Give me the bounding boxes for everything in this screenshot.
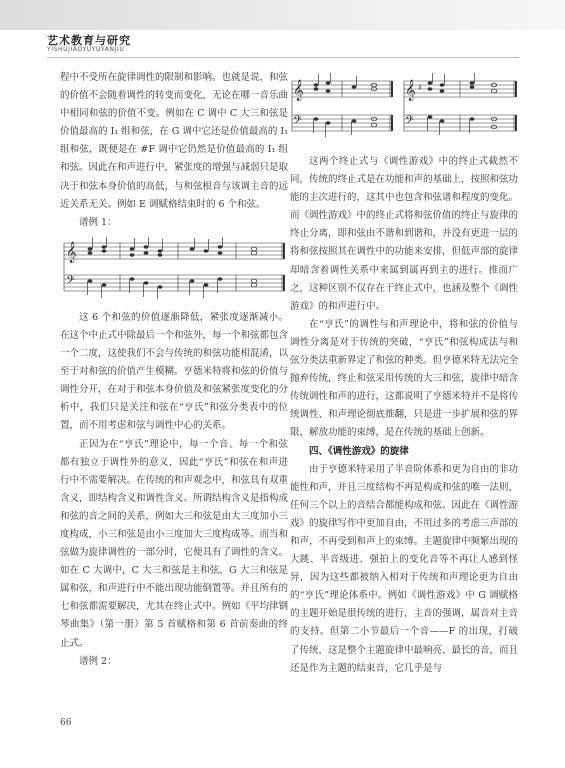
music-example-2-part-b — [402, 71, 518, 143]
example-1-label: 谱例 1： — [79, 216, 117, 228]
journal-header — [0, 0, 565, 58]
svg-text:𝄢: 𝄢 — [405, 114, 415, 130]
svg-text:𝄢: 𝄢 — [293, 114, 303, 130]
page-number: 66 — [60, 718, 72, 728]
svg-text:𝄢: 𝄢 — [66, 273, 76, 290]
right-paragraph-3: 由于亨德米特采用了半音阶体系和更为自由的非功能性和声，并且三度结构不再是构成和弦的唯一法则，任何三个以上的音结合都能构成和弦。因此在《调性游戏》的旋律写作中更加自由，不用过多的考虑三声部的和声，不再受到和声上的束缚。主题旋律中频繁出现的大跳、半音级进、强拍上的变化音等不再让人感到怪异，因为这些都被纳入相对于传统和声理论更为自由的“亨氏”理论体系中。例如《调性游戏》中 G 调赋格的主题开始是很传统的进行，主音的强调，属音对主音的支持。但第二小节最后一个音——F 的出现，打破了传统，这是整个主题旋律中最响亮、最长的音，而且还是作为主题的结束音，它几乎是与 — [290, 463, 519, 674]
svg-text:♯: ♯ — [418, 83, 422, 92]
music-example-2 — [290, 71, 518, 143]
header-rule — [47, 57, 519, 58]
svg-text:𝄞: 𝄞 — [405, 80, 416, 101]
right-paragraph-2: 在“亨氏”的调性与和声理论中，将和弦的价值与调性分离是对于传统的突破，“亨氏”和弦构成法与和弦分类法重新界定了和弦的种类。但亨德米特无法完全抛弃传统，终止和弦采用传统的大三和弦，旋律中暗含传统调性和声的进行，这都说明了亨德米特并不是将传统调性、和声理论彻底推翻，只是进一步扩展和弦的界限，解放功能的束缚，是在传统的基础上创新。 — [290, 318, 519, 439]
left-paragraph-1: 程中不受所在旋律调性的限制和影响。也就是说，和弦的价值不会随着调性的转变而变化，无论在哪一音乐曲中相同和弦的价值不变。例如在 C 调中 C 大三和弦是价值最高的 I₁ 组和弦，在 G 调中它还是价值最高的 I₁ 组和弦，既便是在 #F 调中它仍然是价值最高的 I₁ 组和弦。因此在和声进行中，紧张度的增强与减弱只是取决于和弦本身价值的高低，与和弦根音与该调主音的远近关系无关。例如 E 调赋格结束时的 6 个和弦。 — [60, 72, 289, 210]
header-band — [0, 0, 565, 30]
svg-text:𝄞: 𝄞 — [293, 80, 304, 101]
right-column — [290, 69, 518, 678]
left-paragraph-3: 正因为在“亨氏”理论中，每一个音、每一个和弦都有独立于调性外的意义，因此“亨氏”和弦在和声进行中不需要解决。在传统的和声观念中，和弦具有双重含义，即结构含义和调性含义。所谓结构含义是指构成和弦的音之间的关系，例如大三和弦是由大三度加小三度构成，小三和弦是由小三度加大三度构成等。而当和弦做为旋律调性的一部分时，它便具有了调性的含义。如在 C 大调中，C 大三和弦是主和弦，G 大三和弦是属和弦，和声进行中不能出现功能倒置等。并且所有的七和弦都需要解决，尤其在终止式中。例如《平均律钢琴曲集》（第一册）第 5 首赋格和第 6 首前奏曲的终止式。 — [60, 438, 289, 649]
journal-title: 艺术教育与研究 — [47, 34, 131, 47]
right-paragraph-1: 这两个终止式与《调性游戏》中的终止式截然不同，传统的终止式是在功能和声的基础上，按照和弦功能的主次进行的，这其中也包含和弦谱和程度的变化。而《调性游戏》中的终止式将和弦价值的终止与旋律的终止分离，即和弦由不谐和到谐和，并没有更进一层的将和弦按照其在调性中的功能来安排，但低声部的旋律却暗含着调性关系中来属到属再到主的进行。推而广之，这种区别不仅存在于终止式中，也涵及整个《调性游戏》的和声进行中。 — [290, 156, 519, 312]
left-paragraph-2: 这 6 个和弦的价值逐渐降低，紧张度逐渐减小。在这个中止式中除最后一个和弦外，每一个和弦都包含一个二度，这使我们不会与传统的和弦功能相混淆，以至于对和弦的价值产生模糊。亨德米特将和弦的价值与调性分开，在对于和弦本身价值及和弦紧张度变化的分析中，我们只是关注和弦在“亨氏”和弦分类表中的位置，而不用考虑和弦与调性中心的关系。 — [60, 311, 289, 432]
music-example-1 — [60, 235, 288, 301]
journal-subtitle: YISHUJIAOYUYUYANJIU — [47, 46, 125, 53]
section-heading: 四、《调性游戏》的旋律 — [309, 445, 409, 457]
svg-text:𝄞: 𝄞 — [66, 241, 77, 263]
left-column — [60, 69, 288, 671]
example-2-label: 谱例 2： — [79, 655, 117, 667]
music-example-2-part-a — [290, 71, 394, 143]
